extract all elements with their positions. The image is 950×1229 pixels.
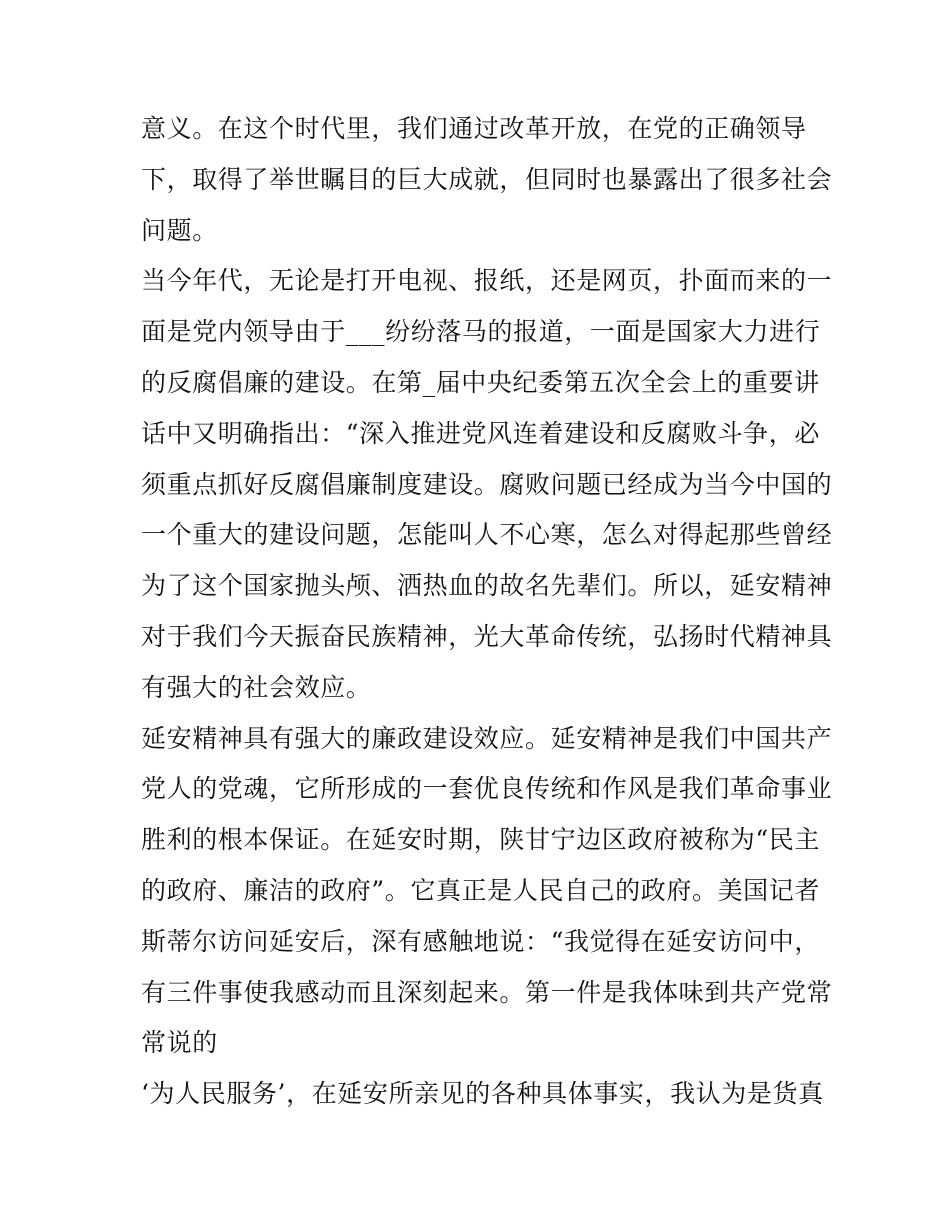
text-line: 当今年代，无论是打开电视、报纸，还是网页，扑面而来的一 [141, 266, 833, 296]
text-line: 下，取得了举世瞩目的巨大成就，但同时也暴露出了很多社会 [141, 164, 833, 194]
text-line: 须重点抓好反腐倡廉制度建设。腐败问题已经成为当今中国的 [141, 469, 833, 499]
text-line: 胜利的根本保证。在延安时期，陕甘宁边区政府被称为“民主 [141, 825, 820, 855]
document-body [141, 104, 833, 1120]
text-line: 斯蒂尔访问延安后，深有感触地说：“我觉得在延安访问中， [141, 926, 820, 956]
text-line: 对于我们今天振奋民族精神，光大革命传统，弘扬时代精神具 [141, 621, 833, 651]
text-line: 有强大的社会效应。 [141, 672, 372, 702]
text-line: 常说的 [141, 1028, 218, 1058]
text-line: 问题。 [141, 215, 218, 245]
text-line: 面是党内领导由于___纷纷落马的报道，一面是国家大力进行 [141, 317, 821, 347]
text-line: 的反腐倡廉的建设。在第_届中央纪委第五次全会上的重要讲 [141, 367, 820, 397]
text-line: 话中又明确指出：“深入推进党风连着建设和反腐败斗争，必 [141, 418, 820, 448]
text-line: 为了这个国家抛头颅、洒热血的故名先辈们。所以，延安精神 [141, 571, 833, 601]
text-line: ‘为人民服务’，在延安所亲见的各种具体事实，我认为是货真 [141, 1079, 824, 1109]
text-line: 延安精神具有强大的廉政建设效应。延安精神是我们中国共产 [141, 723, 833, 753]
text-line: 的政府、廉洁的政府”。它真正是人民自己的政府。美国记者 [141, 875, 820, 905]
text-line: 一个重大的建设问题，怎能叫人不心寒，怎么对得起那些曾经 [141, 520, 833, 550]
text-line: 党人的党魂，它所形成的一套优良传统和作风是我们革命事业 [141, 774, 833, 804]
text-line: 意义。在这个时代里，我们通过改革开放，在党的正确领导 [141, 114, 807, 143]
text-line: 有三件事使我感动而且深刻起来。第一件是我体味到共产党常 [141, 977, 833, 1007]
